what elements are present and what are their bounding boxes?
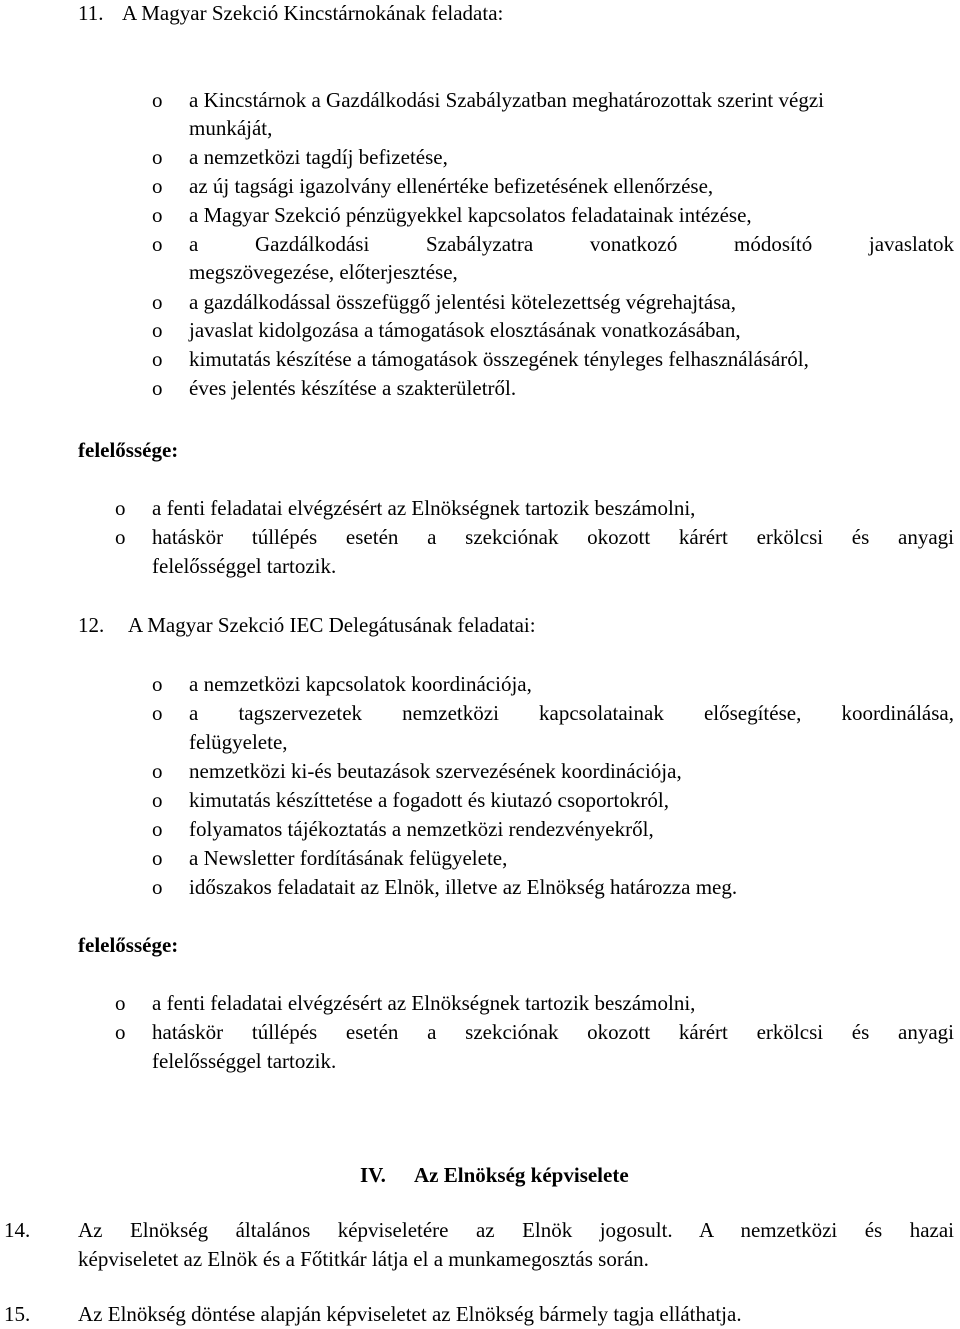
list-item: nemzetközi ki-és beutazások szervezésének koordinációja, xyxy=(189,759,682,783)
list-bullet: o xyxy=(152,672,163,696)
list-item-continuation: munkáját, xyxy=(189,116,273,140)
list-bullet: o xyxy=(152,145,163,169)
section-14-number: 14. xyxy=(4,1218,31,1242)
chapter-title: Az Elnökség képviselete xyxy=(414,1163,629,1187)
list-bullet: o xyxy=(152,88,163,112)
list-item-continuation: felügyelete, xyxy=(189,730,288,754)
section-14-text-line: képviseletet az Elnök és a Főtitkár látja el a munkamegosztás során. xyxy=(78,1247,649,1271)
list-bullet: o xyxy=(115,991,126,1015)
list-item: a Newsletter fordításának felügyelete, xyxy=(189,846,508,870)
section-11-number: 11. xyxy=(78,1,104,25)
list-item-continuation: felelősséggel tartozik. xyxy=(152,554,337,578)
list-bullet: o xyxy=(152,846,163,870)
list-bullet: o xyxy=(115,496,126,520)
list-bullet: o xyxy=(152,788,163,812)
list-item: a gazdálkodással összefüggő jelentési kötelezettség végrehajtása, xyxy=(189,290,736,314)
list-bullet: o xyxy=(152,232,163,256)
list-item: kimutatás készíttetése a fogadott és kiutazó csoportokról, xyxy=(189,788,669,812)
chapter-number: IV. xyxy=(360,1163,386,1187)
list-item: a tagszervezetek nemzetközi kapcsolatainak elősegítése, koordinálása, xyxy=(189,701,954,725)
list-item: hatáskör túllépés esetén a szekciónak okozott kárért erkölcsi és anyagi xyxy=(152,1020,954,1044)
list-item: a fenti feladatai elvégzésért az Elnökségnek tartozik beszámolni, xyxy=(152,991,696,1015)
list-item: a Magyar Szekció pénzügyekkel kapcsolatos feladatainak intézése, xyxy=(189,203,752,227)
section-11-title: A Magyar Szekció Kincstárnokának feladata: xyxy=(122,1,504,25)
list-bullet: o xyxy=(152,318,163,342)
list-item: az új tagsági igazolvány ellenértéke befizetésének ellenőrzése, xyxy=(189,174,714,198)
list-bullet: o xyxy=(115,1020,126,1044)
list-item: folyamatos tájékoztatás a nemzetközi rendezvényekről, xyxy=(189,817,654,841)
list-bullet: o xyxy=(152,174,163,198)
list-item: a Kincstárnok a Gazdálkodási Szabályzatban meghatározottak szerint végzi xyxy=(189,88,824,112)
list-item: időszakos feladatait az Elnök, illetve az Elnökség határozza meg. xyxy=(189,875,738,899)
list-bullet: o xyxy=(152,376,163,400)
list-bullet: o xyxy=(152,759,163,783)
section-12-number: 12. xyxy=(78,613,105,637)
list-item: a Gazdálkodási Szabályzatra vonatkozó módosító javaslatok xyxy=(189,232,954,256)
section-15-text: Az Elnökség döntése alapján képviseletet az Elnökség bármely tagja elláthatja. xyxy=(78,1302,742,1326)
list-bullet: o xyxy=(115,525,126,549)
section-14-text-line: Az Elnökség általános képviseletére az Elnök jogosult. A nemzetközi és hazai xyxy=(78,1218,954,1242)
list-item-continuation: megszövegezése, előterjesztése, xyxy=(189,260,458,284)
list-item: éves jelentés készítése a szakterületről. xyxy=(189,376,517,400)
list-item-continuation: felelősséggel tartozik. xyxy=(152,1049,337,1073)
list-item: a fenti feladatai elvégzésért az Elnökségnek tartozik beszámolni, xyxy=(152,496,696,520)
list-bullet: o xyxy=(152,203,163,227)
list-item: javaslat kidolgozása a támogatások elosztásának vonatkozásában, xyxy=(189,318,741,342)
list-item: kimutatás készítése a támogatások összegének tényleges felhasználásáról, xyxy=(189,347,809,371)
section-12-responsibility-label: felelőssége: xyxy=(78,933,179,957)
list-item: a nemzetközi kapcsolatok koordinációja, xyxy=(189,672,532,696)
section-11-responsibility-label: felelőssége: xyxy=(78,438,179,462)
list-bullet: o xyxy=(152,290,163,314)
list-item: a nemzetközi tagdíj befizetése, xyxy=(189,145,448,169)
list-item: hatáskör túllépés esetén a szekciónak okozott kárért erkölcsi és anyagi xyxy=(152,525,954,549)
list-bullet: o xyxy=(152,817,163,841)
list-bullet: o xyxy=(152,701,163,725)
section-15-number: 15. xyxy=(4,1302,31,1326)
list-bullet: o xyxy=(152,875,163,899)
list-bullet: o xyxy=(152,347,163,371)
section-12-title: A Magyar Szekció IEC Delegátusának feladatai: xyxy=(128,613,536,637)
